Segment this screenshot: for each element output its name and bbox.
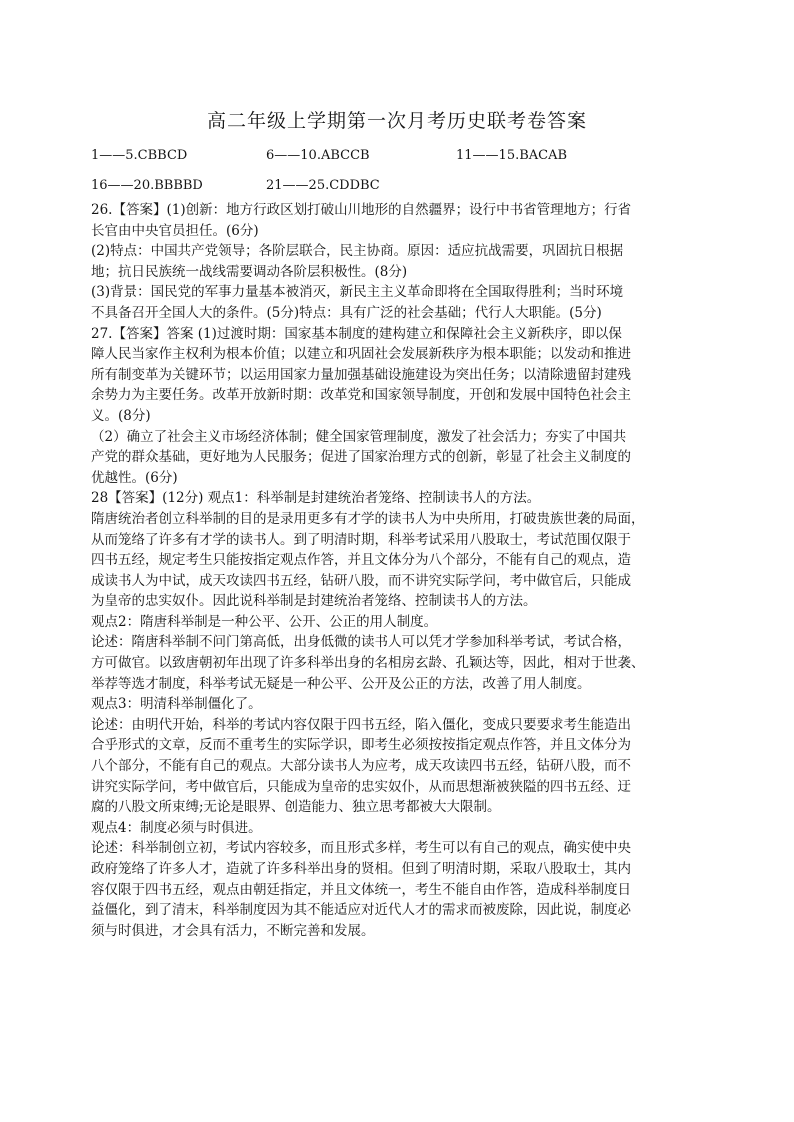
answer-line: （2）确立了社会主义市场经济体制；健全国家管理制度，激发了社会活力；夯实了中国共 — [91, 428, 627, 445]
answer-line: 论述：由明代开始，科举的考试内容仅限于四书五经，陷入僵化，变成只要要求考生能造出 — [91, 716, 631, 733]
answer-line: 八个部分，不能有自己的观点。大部分读书人为应考，成天攻读四书五经，钻研八股，而不 — [91, 758, 631, 775]
answer-line: 为皇帝的忠实奴仆。因此说科举制是封建统治者笼络、控制读书人的方法。 — [91, 593, 537, 610]
answer-line: 益僵化，到了清末，科举制度因为其不能适应对近代人才的需求而被废除，因此说，制度必 — [91, 902, 631, 919]
answer-line: 观点3：明清科举制僵化了。 — [91, 696, 262, 713]
answer-line: 障人民当家作主权利为根本价值；以建立和巩固社会发展新秩序为根本职能；以发动和推进 — [91, 346, 631, 363]
answer-body — [91, 200, 696, 941]
answer-line: 容仅限于四书五经，观点由朝廷指定，并且文体统一，考生不能自由作答，造成科举制度日 — [91, 881, 631, 898]
answer-line: 须与时俱进，才会具有活力，不断完善和发展。 — [91, 922, 375, 939]
answer-line: 27.【答案】答案 (1)过渡时期：国家基本制度的建构建立和保障社会主义新秩序，即以保 — [91, 325, 622, 342]
answer-line: 合乎形式的文章，反而不重考生的实际学识，即考生必须按按指定观点作答，并且文体分为 — [91, 737, 631, 754]
answer-line: 四书五经，规定考生只能按指定观点作答，并且文体分为八个部分，不能有自己的观点，造 — [91, 552, 631, 569]
choice-key-21-25: 21——25.CDDBC — [266, 178, 380, 193]
answer-line: 隋唐统治者创立科举制的目的是录用更多有才学的读书人为中央所用，打破贵族世袭的局面， — [91, 510, 645, 527]
page-title: 高二年级上学期第一次月考历史联考卷答案 — [206, 110, 587, 132]
answer-line: 腐的八股文所束缚;无论是眼界、创造能力、独立思考都被大大限制。 — [91, 799, 501, 816]
answer-line: 地；抗日民族统一战线需要调动各阶层积极性。(8分) — [91, 263, 408, 280]
answer-line: 长官由中央官员担任。(6分) — [91, 222, 259, 239]
answer-line: 政府笼络了许多人才，造就了许多科举出身的贤相。但到了明清时期，采取八股取士，其内 — [91, 861, 631, 877]
answer-line: 不具备召开全国人大的条件。(5分)特点：具有广泛的社会基础；代行人大职能。(5分) — [91, 304, 602, 321]
answer-line: 成读书人为中试，成天攻读四书五经，钻研八股，而不讲究实际学问，考中做官后，只能成 — [91, 572, 631, 589]
answer-line: 优越性。(6分) — [91, 469, 178, 486]
answer-line: 26.【答案】(1)创新：地方行政区划打破山川地形的自然疆界；设行中书省管理地方；行省 — [91, 202, 632, 218]
choice-key-6-10: 6——10.ABCCB — [266, 148, 370, 163]
answer-line: 观点2：隋唐科举制是一种公平、公开、公正的用人制度。 — [91, 613, 438, 630]
answer-line: 方可做官。以致唐朝初年出现了许多科举出身的名相房玄龄、孔颖达等，因此，相对于世袭、 — [91, 655, 645, 672]
answer-line: (3)背景：国民党的军事力量基本被消灭，新民主主义革命即将在全国取得胜利；当时环境 — [91, 284, 624, 301]
answer-line: 讲究实际学问，考中做官后，只能成为皇帝的忠实奴仆，从而思想渐被狭隘的四书五经、迂 — [91, 778, 631, 795]
answer-line: (2)特点：中国共产党领导；各阶层联合，民主协商。原因：适应抗战需要，巩固抗日根据 — [91, 243, 624, 260]
choice-key-1-5: 1——5.CBBCD — [91, 148, 188, 163]
answer-line: 论述：科举制创立初，考试内容较多，而且形式多样，考生可以有自己的观点，确实使中央 — [91, 840, 631, 857]
answer-line: 从而笼络了许多有才学的读书人。到了明清时期，科举考试采用八股取士，考试范围仅限于 — [91, 531, 631, 548]
answer-line: 余势力为主要任务。改革开放新时期：改革党和国家领导制度，开创和发展中国特色社会主 — [91, 387, 631, 404]
choice-key-16-20: 16——20.BBBBD — [91, 178, 203, 193]
answer-line: 产党的群众基础，更好地为人民服务；促进了国家治理方式的创新，彰显了社会主义制度的 — [91, 449, 631, 466]
answer-line: 观点4：制度必须与时俱进。 — [91, 819, 262, 836]
answer-line: 28【答案】(12分) 观点1：科举制是封建统治者笼络、控制读书人的方法。 — [91, 490, 541, 507]
answer-line: 所有制变革为关键环节；以运用国家力量加强基础设施建设为突出任务；以清除遗留封建残 — [91, 366, 631, 383]
answer-line: 义。(8分) — [91, 407, 151, 424]
answer-line: 举荐等选才制度，科举考试无疑是一种公平、公开及公正的方法，改善了用人制度。 — [91, 675, 591, 692]
answer-line: 论述：隋唐科举制不问门第高低，出身低微的读书人可以凭才学参加科举考试，考试合格， — [91, 634, 631, 651]
choice-key-11-15: 11——15.BACAB — [456, 148, 568, 163]
